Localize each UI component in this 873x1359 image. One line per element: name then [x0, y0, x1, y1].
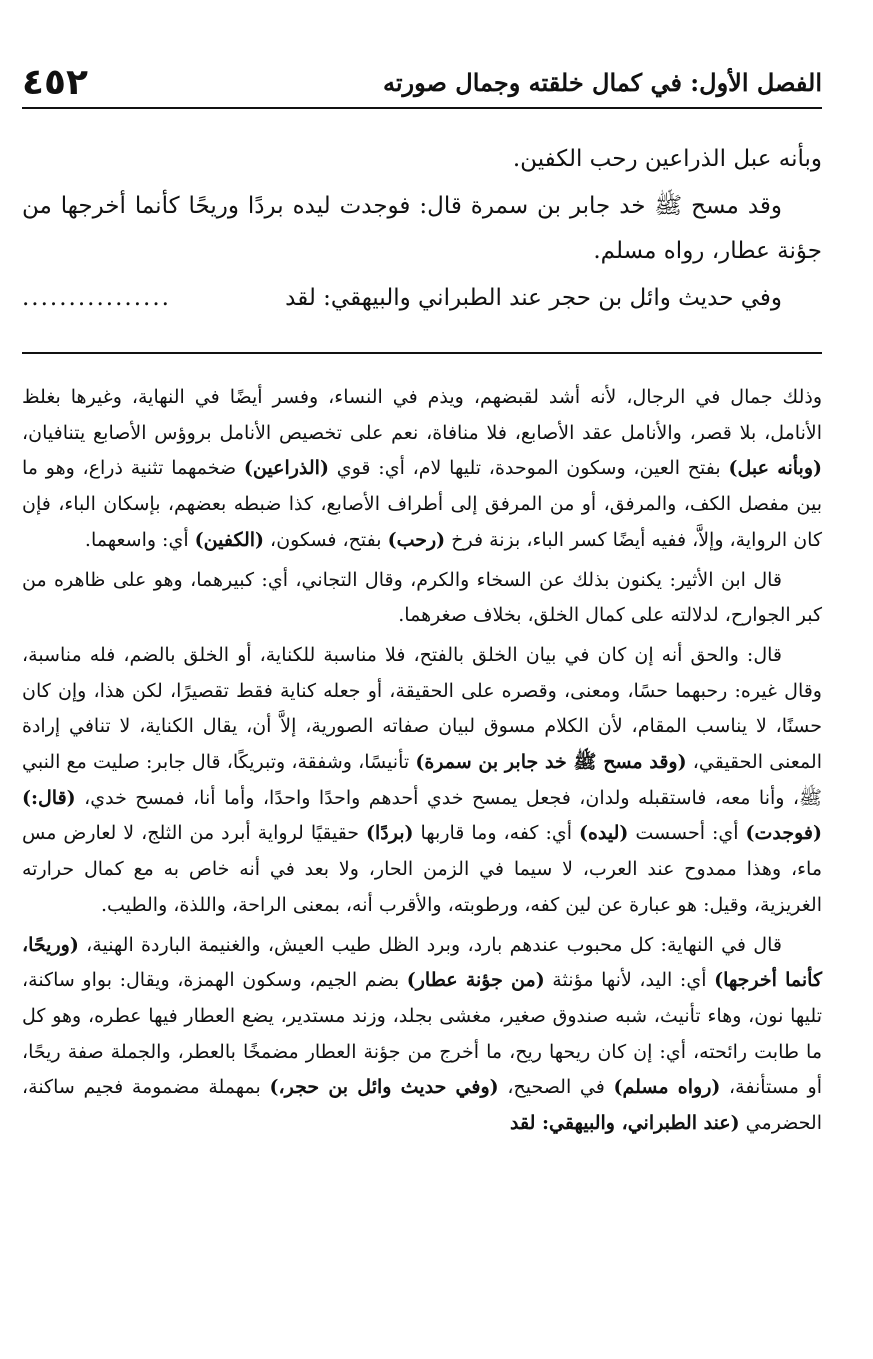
- commentary-divider: [22, 352, 822, 354]
- text-run: أي: كفه، وما قاربها: [413, 822, 579, 845]
- quoted-term: (فوجدت): [745, 822, 822, 845]
- quoted-term: (ليده): [578, 822, 629, 845]
- text-run: أي: واسعهما.: [84, 528, 195, 551]
- matn-line-3: [22, 276, 822, 321]
- text-run: قال في النهاية: كل محبوب عندهم بارد، وبرد الظل طيب العيش، والغنيمة الباردة الهنية،: [78, 933, 782, 956]
- text-run: وذلك جمال في الرجال، لأنه أشد لقبضهم، ويذم في النساء، وفسر أيضًا في النهاية، وغيرها بغلظ الأنامل، بلا قصر، والأنامل عقد الأصابع، فلا منافاة، نعم على تخصيص الأنامل بروؤس الأصابع يتنافيان،: [22, 386, 822, 444]
- running-header: [22, 58, 822, 106]
- text-run: بمهملة مضمومة فجيم ساكنة، الحضرمي: [22, 1076, 822, 1135]
- commentary-paragraph-2: قال ابن الأثير: يكنون بذلك عن السخاء والكرم، وقال التجاني، أي: كبيرهما، وهو على ظاهره من كبر الجوارح، لدلالته على كمال الخلق، بخلاف صغرهما.: [22, 568, 822, 627]
- text-run: في الصحيح،: [498, 1076, 614, 1099]
- text-run: ضخمهما تثنية ذراع، وهو ما بين مفصل الكف، والمرفق، أو من المرفق إلى أطراف الأصابع، كذا ضبطه بعضهم، بإسكان الباء، فإن كان الرواية، وإلاَّ، ففيه أيضًا كسر الباء، بزنة فرخ: [22, 457, 822, 551]
- main-text: [22, 137, 822, 323]
- quoted-term: (الذراعين): [243, 457, 329, 480]
- quoted-term: (عند الطبراني، والبيهقي: لقد: [510, 1112, 740, 1135]
- quoted-term: (وفي حديث وائل بن حجر،): [269, 1076, 499, 1099]
- chapter-title: الفصل الأول: في كمال خلقته وجمال صورته: [382, 67, 822, 97]
- commentary-paragraph-1: [22, 380, 822, 559]
- quoted-term: (الكفين): [194, 528, 265, 551]
- commentary-paragraph-4: [22, 928, 822, 1142]
- text-run: حقيقيًا لرواية أبرد من الثلج، لا لعارض مس ماء، وهذا ممدوح عند العرب، لا سيما في الزمن الحار، ولا بعد في أنه خاص به مع كمال حرارته الغريزية، وقيل: هو عبارة عن لين كفه، ورطوبته، والأقرب أنه، بمعنى الراحة، واللذة، والطيب.: [22, 822, 822, 916]
- text-run: قال: والحق أنه إن كان في بيان الخلق بالفتح، فلا مناسبة للكناية، أو الخلق بالضم، فله مناسبة، وقال غيره: رحبهما حسًا، ومعنى، وقصره على الحقيقة، أو جعله كناية فقط تقصيرًا، لكن هذا، وإن كان حسنًا، لا يناسب المقام، لأن الكلام مسوق لبيان صفاته الصورية، إلاَّ أن، يقال الكناية، لا تنافي إرادة المعنى الحقيقي،: [22, 643, 822, 774]
- text-run: تأنيسًا، وشفقة، وتبريكًا، قال جابر: صليت مع النبي ﷺ، وأنا معه، فاستقبله ولدان، فجعل يمسح خدي أحدهم واحدًا واحدًا، وأما أنا، فمسح خدي،: [22, 751, 822, 809]
- text-run: أي: أحسست: [628, 822, 746, 845]
- quoted-term: (وريحًا، كأنما أخرجها): [22, 933, 822, 992]
- text-run: بضم الجيم، وسكون الهمزة، ويقال: بواو ساكنة، تليها نون، وهاء تأنيث، شبه صندوق صغير، مغشى بجلد، وزند مستدير، يضع العطار فيها عطره، وهو كل ما طابت رائحته، أي: إن كان ريحها ريح، ما أخرج من جؤنة العطار مضمخًا بالعطر، والجملة صفة ريحًا، أو مستأنفة،: [22, 969, 822, 1099]
- commentary-text: [22, 380, 822, 1146]
- quoted-term: (من جؤنة عطار): [406, 969, 545, 992]
- text-run: بفتح العين، وسكون الموحدة، تليها لام، أي: قوي: [328, 457, 729, 480]
- quoted-term: (وقد مسح ﷺ خد جابر بن سمرة): [415, 751, 687, 774]
- commentary-paragraph-3: [22, 638, 822, 924]
- continuation-dots: ................: [22, 285, 171, 311]
- quoted-term: (بردًا): [366, 822, 414, 845]
- text-run: بفتح، فسكون،: [264, 528, 388, 551]
- page-number: ٤٥٢: [22, 61, 88, 103]
- header-divider: [22, 107, 822, 109]
- matn-line-2: وقد مسح ﷺ خد جابر بن سمرة قال: فوجدت ليده بردًا وريحًا كأنما أخرجها من جؤنة عطار، رواه مسلم.: [22, 193, 822, 264]
- quoted-term: (رحب): [387, 528, 446, 551]
- quoted-term: (قال:): [22, 786, 76, 809]
- matn-line-1: وبأنه عبل الذراعين رحب الكفين.: [512, 146, 822, 172]
- quoted-term: (وبأنه عبل): [728, 457, 823, 480]
- matn-line-3-text: وفي حديث وائل بن حجر عند الطبراني والبيهقي: لقد: [285, 285, 782, 311]
- text-run: أي: اليد، لأنها مؤنثة: [544, 969, 715, 992]
- quoted-term: (رواه مسلم): [613, 1076, 721, 1099]
